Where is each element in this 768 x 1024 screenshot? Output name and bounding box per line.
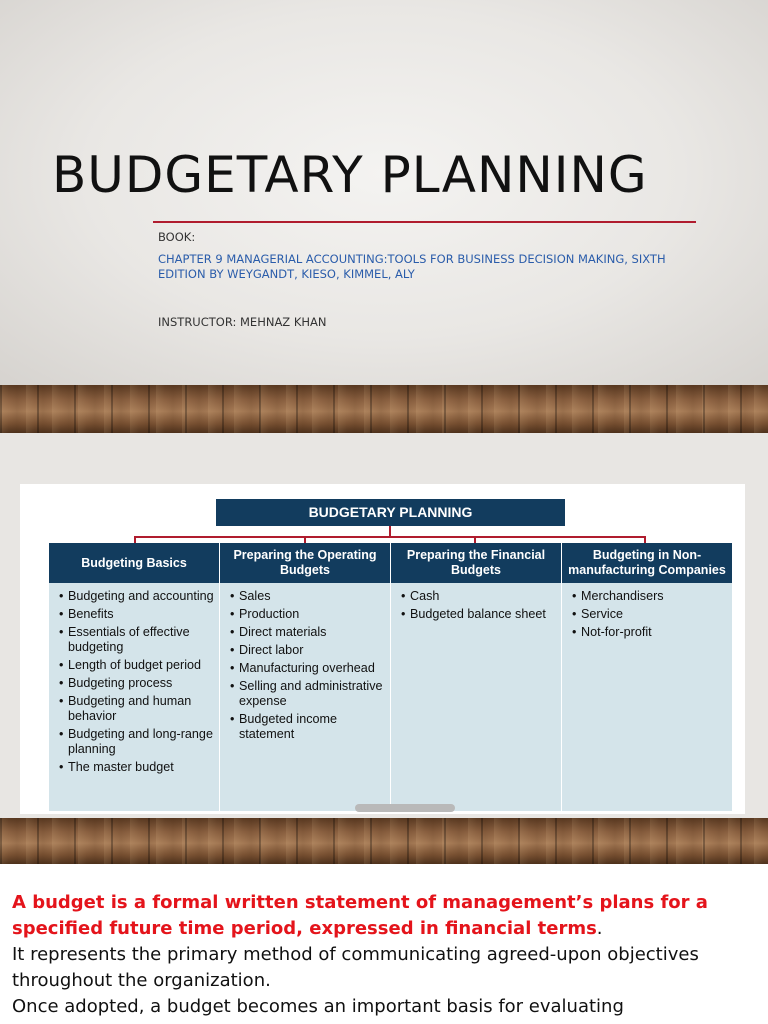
title-underline (153, 221, 696, 223)
diagram-slide (0, 433, 768, 818)
list-item: • Sales (230, 589, 386, 604)
wood-floor-strip (0, 818, 768, 864)
column-budgeting-basics (49, 543, 219, 811)
book-title-line-1: CHAPTER 9 MANAGERIAL ACCOUNTING:TOOLS FOR BUSINESS DECISION MAKING, SIXTH (158, 252, 666, 266)
book-label: BOOK: (158, 230, 196, 244)
list-item: • Direct materials (230, 625, 386, 640)
paragraph-line: Once adopted, a budget becomes an important basis for evaluating (12, 996, 624, 1017)
list-item: • Not-for-profit (572, 625, 728, 640)
paragraph-line: It represents the primary method of communicating agreed-upon objectives throughout the organization. (12, 944, 699, 991)
list-item: • Benefits (59, 607, 215, 622)
slide-title: BUDGETARY PLANNING (52, 146, 648, 204)
instructor-name: INSTRUCTOR: MEHNAZ KHAN (158, 315, 327, 329)
definition-slide (0, 864, 768, 1024)
list-item: • Length of budget period (59, 658, 215, 673)
list-item: • Budgeted balance sheet (401, 607, 557, 622)
diagram-title: BUDGETARY PLANNING (216, 499, 565, 526)
list-item: • Budgeting and human behavior (59, 694, 215, 724)
wood-floor-strip (0, 385, 768, 433)
budgetary-planning-diagram (20, 484, 745, 814)
title-slide (0, 0, 768, 385)
column-heading: Preparing the Operating Budgets (220, 543, 390, 583)
column-financial-budgets (391, 543, 561, 811)
list-item: • Cash (401, 589, 557, 604)
list-item: • Service (572, 607, 728, 622)
column-heading: Preparing the Financial Budgets (391, 543, 561, 583)
column-nonmanufacturing (562, 543, 732, 811)
list-item: • Manufacturing overhead (230, 661, 386, 676)
list-item: • Direct labor (230, 643, 386, 658)
column-heading: Budgeting in Non-manufacturing Companies (562, 543, 732, 583)
list-item: • Merchandisers (572, 589, 728, 604)
book-title-line-2: EDITION BY WEYGANDT, KIESO, KIMMEL, ALY (158, 267, 415, 281)
connector-root (389, 526, 391, 536)
list-item: • Selling and administrative expense (230, 679, 386, 709)
list-item: • Budgeting and long-range planning (59, 727, 215, 757)
definition-period: . (596, 918, 603, 939)
list-item: • Production (230, 607, 386, 622)
connector-horizontal (134, 536, 646, 538)
list-item: • Budgeting and accounting (59, 589, 215, 604)
column-operating-budgets (220, 543, 390, 811)
list-item: • Budgeting process (59, 676, 215, 691)
list-item: • The master budget (59, 760, 215, 775)
list-item: • Essentials of effective budgeting (59, 625, 215, 655)
column-heading: Budgeting Basics (49, 543, 219, 583)
definition-paragraph (12, 890, 752, 1020)
horizontal-scrollbar[interactable] (355, 804, 455, 812)
budget-definition: A budget is a formal written statement of management’s plans for a specified future time period, expressed in financial terms (12, 892, 708, 939)
list-item: • Budgeted income statement (230, 712, 386, 742)
